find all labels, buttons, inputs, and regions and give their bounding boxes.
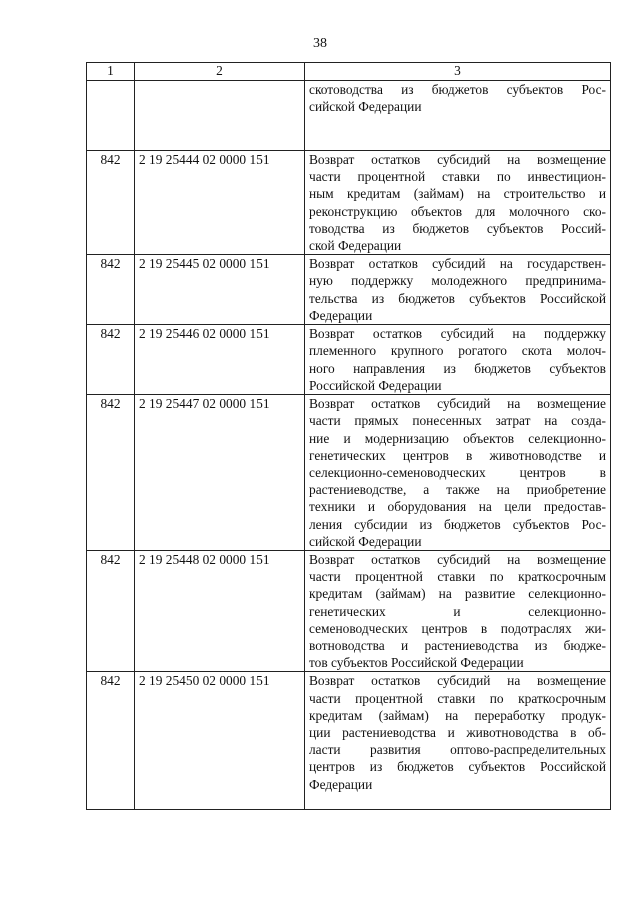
description-line: ской Федерации (309, 238, 402, 254)
budget-code-cell: 2 19 25446 02 0000 151 (135, 325, 305, 395)
description-line: ного направления из бюджетов субъектов (309, 360, 606, 376)
description-line: Федерации (309, 776, 373, 792)
description-line: ции растениеводства и животноводства в об- (309, 725, 606, 741)
description-line: тельства из бюджетов субъектов Российской (309, 290, 606, 306)
description-line: центров из бюджетов субъектов Российской (309, 759, 606, 775)
description-line: части процентной ставки по инвестицион- (309, 169, 606, 185)
description-line: тов субъектов Российской Федерации (309, 655, 524, 671)
description-line: Возврат остатков субсидий на возмещение (309, 396, 606, 412)
budget-code-cell (135, 81, 305, 151)
column-header: 3 (305, 63, 611, 81)
description-line: генетических и селекционно- (309, 603, 606, 619)
description-cell (305, 255, 611, 325)
description-line: сийской Федерации (309, 533, 422, 549)
admin-code-cell: 842 (87, 151, 135, 255)
table-body (87, 81, 611, 810)
budget-code-cell: 2 19 25447 02 0000 151 (135, 395, 305, 551)
description-line: реконструкцию объектов для молочного ско- (309, 203, 606, 219)
description-line: Возврат остатков субсидий на возмещение (309, 152, 606, 167)
description-line: ления субсидии из бюджетов субъектов Рос- (309, 516, 606, 532)
budget-code-cell: 2 19 25450 02 0000 151 (135, 672, 305, 810)
admin-code-cell: 842 (87, 255, 135, 325)
budget-code-cell: 2 19 25444 02 0000 151 (135, 151, 305, 255)
table-row (87, 325, 611, 395)
description-cell (305, 551, 611, 672)
description-line: селекционно-семеноводческих центров в (309, 465, 606, 481)
table-row (87, 81, 611, 151)
description-line: ние и модернизацию объектов селекционно- (309, 430, 606, 446)
document-table (86, 62, 611, 810)
description-cell (305, 151, 611, 255)
description-line: генетических центров в животноводстве и (309, 447, 606, 463)
description-line: сийской Федерации (309, 99, 422, 115)
description-line: части процентной ставки по краткосрочным (309, 690, 606, 706)
description-line: кредитам (займам) на развитие селекционно- (309, 586, 606, 602)
admin-code-cell: 842 (87, 551, 135, 672)
description-line: ласти развития оптово-распределительных (309, 742, 606, 758)
budget-code-cell: 2 19 25448 02 0000 151 (135, 551, 305, 672)
description-cell (305, 81, 611, 151)
description-line: Возврат остатков субсидий на возмещение (309, 552, 606, 568)
description-cell (305, 325, 611, 395)
description-line: семеноводческих центров в подотраслях жи- (309, 620, 606, 636)
description-line: Возврат остатков субсидий на возмещение (309, 673, 606, 689)
description-line: ную поддержку молодежного предпринима- (309, 273, 606, 289)
table-row (87, 151, 611, 255)
description-cell (305, 395, 611, 551)
description-line: кредитам (займам) на переработку продук- (309, 707, 606, 723)
description-line: ным кредитам (займам) на строительство и (309, 186, 606, 202)
description-line: Федерации (309, 307, 373, 323)
admin-code-cell: 842 (87, 325, 135, 395)
page-number: 38 (313, 36, 327, 51)
description-line: Российской Федерации (309, 377, 442, 393)
description-line: части процентной ставки по краткосрочным (309, 569, 606, 585)
description-line: техники и оборудования на цели предостав- (309, 499, 606, 515)
description-line: Возврат остатков субсидий на поддержку (309, 326, 606, 342)
description-line: племенного крупного рогатого скота молоч- (309, 343, 606, 359)
description-cell (305, 672, 611, 810)
description-line: скотоводства из бюджетов субъектов Рос- (309, 82, 606, 97)
admin-code-cell: 842 (87, 395, 135, 551)
table-row (87, 672, 611, 810)
admin-code-cell (87, 81, 135, 151)
table-row (87, 551, 611, 672)
column-header: 2 (135, 63, 305, 81)
description-line: части прямых понесенных затрат на созда- (309, 413, 606, 429)
admin-code-cell: 842 (87, 672, 135, 810)
budget-code-cell: 2 19 25445 02 0000 151 (135, 255, 305, 325)
table-row (87, 255, 611, 325)
description-line: товодства из бюджетов субъектов Россий- (309, 220, 606, 236)
description-line: растениеводстве, а также на приобретение (309, 482, 606, 498)
table-header-row (87, 63, 611, 81)
table-row (87, 395, 611, 551)
column-header: 1 (87, 63, 135, 81)
description-line: вотноводства и растениеводства из бюдже- (309, 638, 606, 654)
description-line: Возврат остатков субсидий на государствен- (309, 256, 606, 272)
